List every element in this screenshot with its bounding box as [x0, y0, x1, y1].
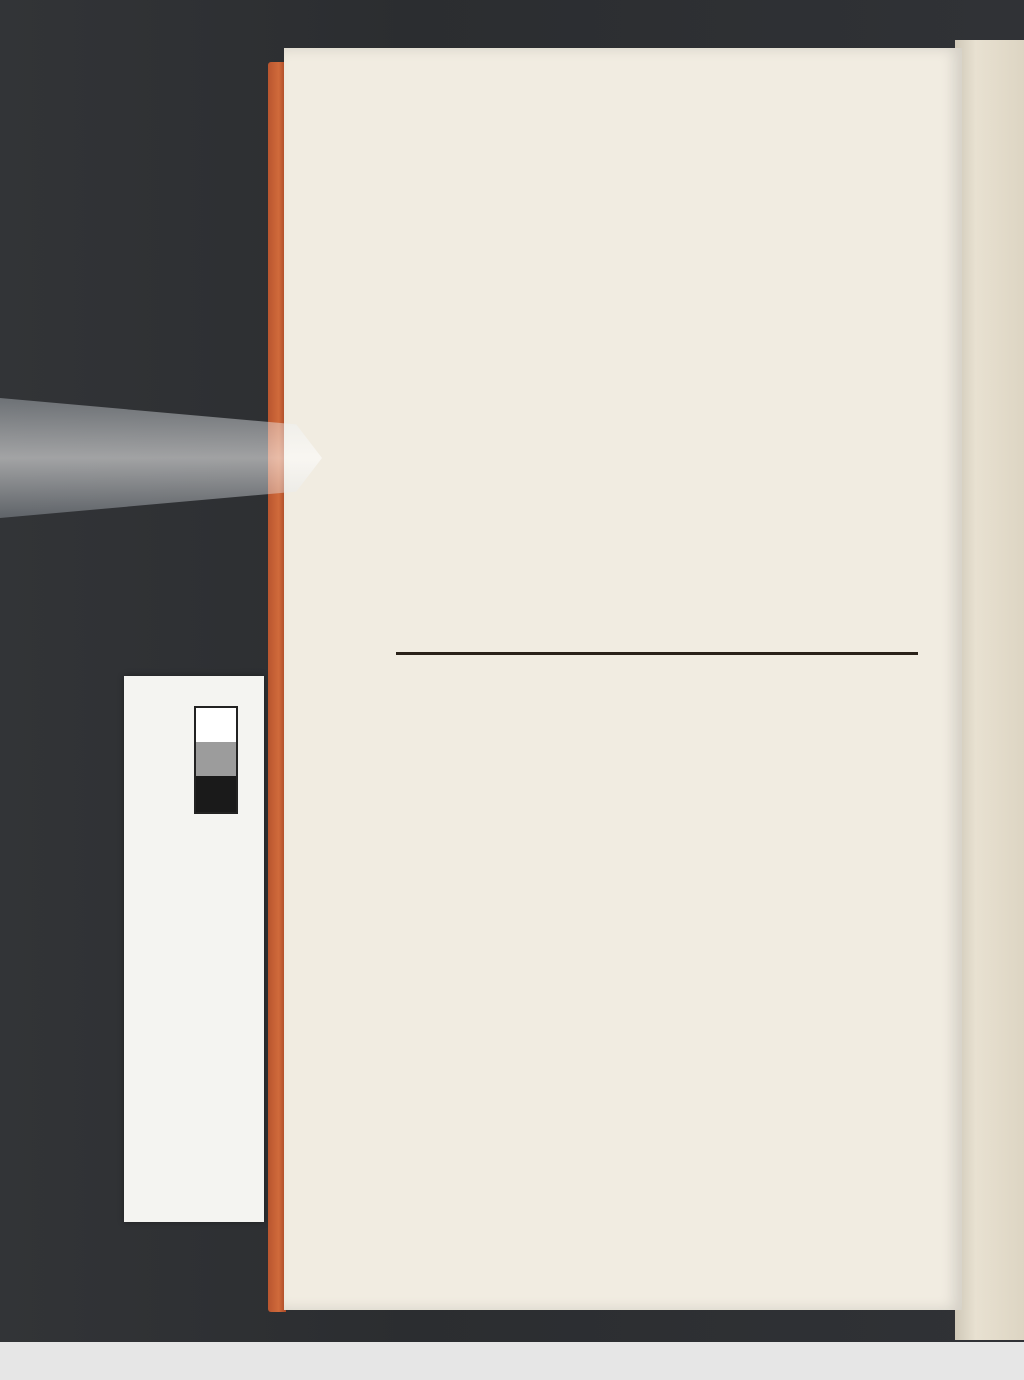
card-title [126, 674, 172, 1214]
reference-line [396, 743, 918, 774]
section-rule [396, 652, 918, 655]
paragraph-bottom [386, 820, 916, 851]
scale-ticks [178, 904, 214, 1214]
hab-logo-icon [6, 1348, 52, 1374]
swatch-white [196, 708, 236, 742]
page-header [398, 108, 918, 156]
facing-page [955, 40, 1024, 1340]
reference-german-title [396, 774, 918, 805]
text-line [386, 820, 916, 851]
reference-line [396, 712, 918, 743]
footer-bar [0, 1342, 1024, 1380]
book-page [284, 48, 962, 1310]
section-reference [396, 712, 918, 836]
gray-scale-label [190, 748, 220, 878]
